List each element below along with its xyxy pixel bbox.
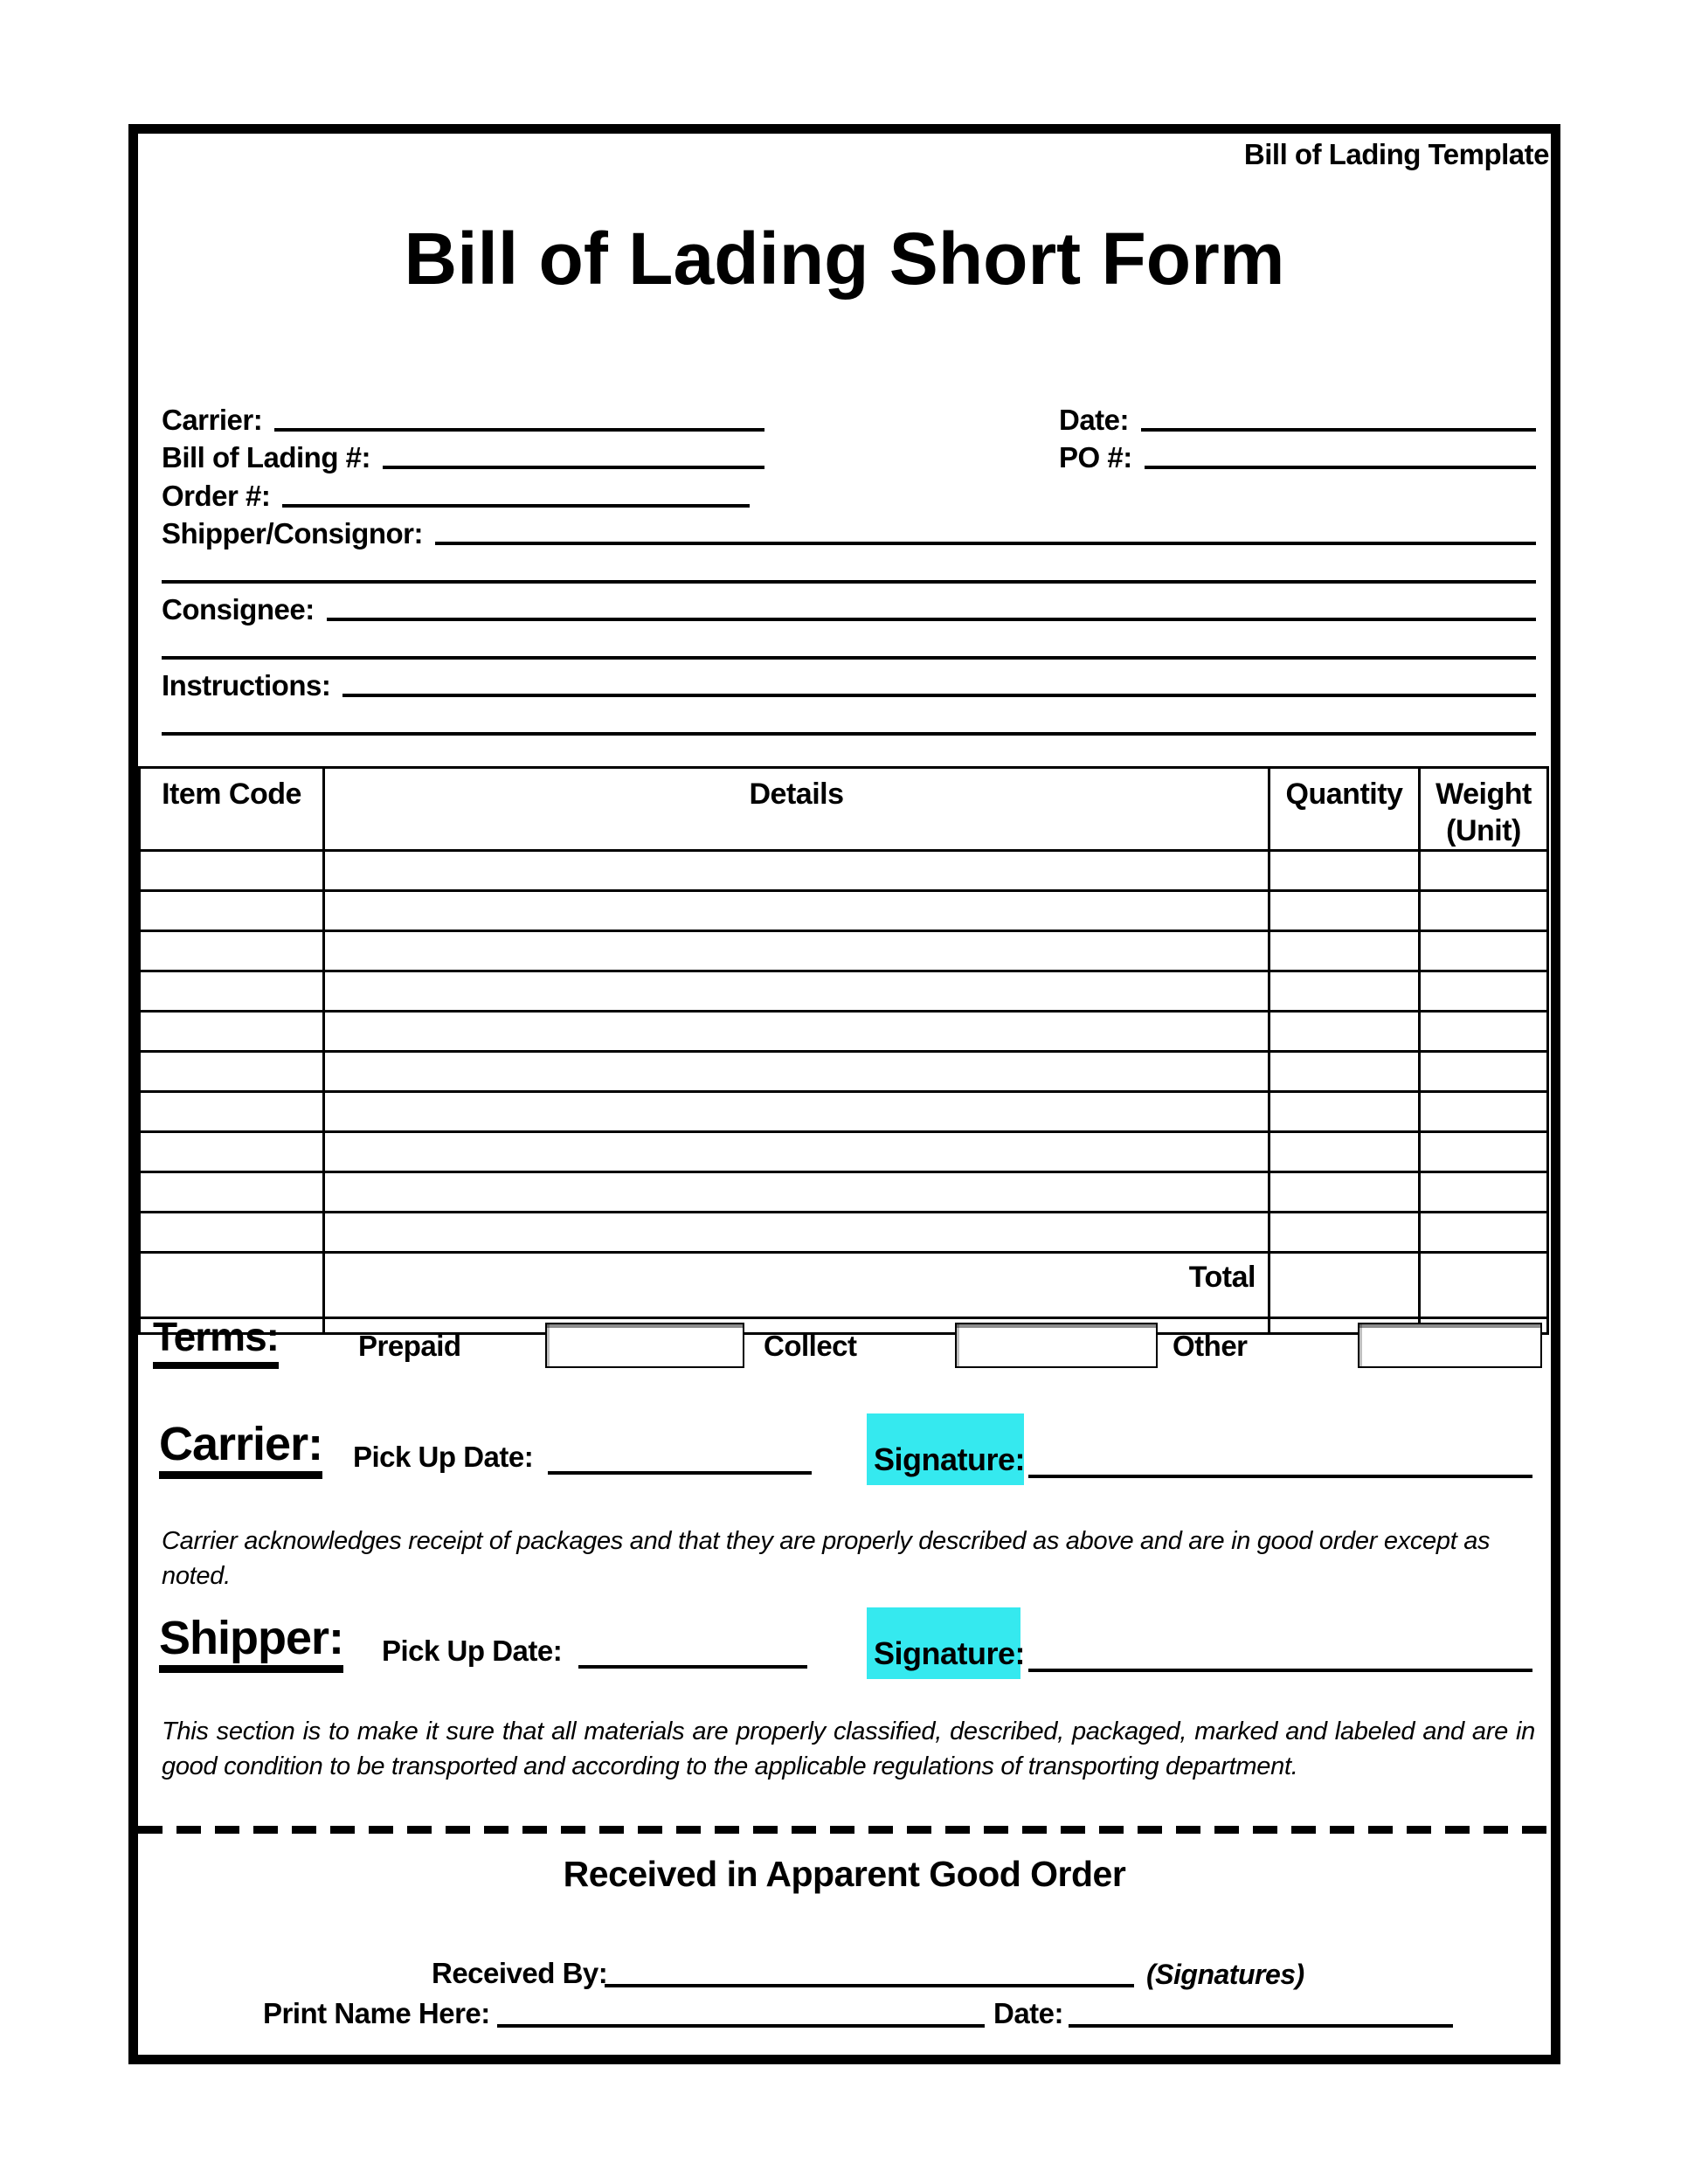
items-table bbox=[138, 766, 1549, 1335]
details-cell[interactable] bbox=[324, 971, 1269, 1012]
received-heading: Received in Apparent Good Order bbox=[563, 1854, 1126, 1894]
bol-fill-line[interactable] bbox=[383, 457, 764, 469]
template-tag: Bill of Lading Template bbox=[1243, 138, 1549, 170]
shipper-note: This section is to make it sure that all materials are properly classified, described, packaged, marked and labeled and are in good condition to be transported and according to the applicable regulations of transporting department. bbox=[162, 1717, 1535, 1780]
details-cell[interactable] bbox=[324, 1092, 1269, 1132]
item-code-cell[interactable] bbox=[140, 1213, 324, 1253]
quantity-cell[interactable] bbox=[1269, 1213, 1420, 1253]
consignee-fill-line[interactable] bbox=[327, 609, 1536, 621]
field-row-consignee-cont bbox=[162, 623, 1536, 661]
details-cell[interactable] bbox=[324, 1012, 1269, 1052]
total-row bbox=[140, 1253, 1548, 1318]
total-item-code-cell bbox=[140, 1253, 324, 1318]
consignee-fill-line-2[interactable] bbox=[162, 647, 1536, 660]
field-row-instructions-cont bbox=[162, 699, 1536, 737]
carrier-fill-line[interactable] bbox=[274, 419, 764, 432]
po-label: PO #: bbox=[1059, 441, 1132, 474]
table-row bbox=[140, 1132, 1548, 1172]
instructions-fill-line-2[interactable] bbox=[162, 723, 1536, 736]
item-code-cell[interactable] bbox=[140, 1012, 324, 1052]
received-date-fill-line[interactable] bbox=[1069, 2022, 1453, 2028]
quantity-cell[interactable] bbox=[1269, 1052, 1420, 1092]
prepaid-label: Prepaid bbox=[358, 1330, 461, 1362]
received-by-fill-line[interactable] bbox=[605, 1982, 1134, 1987]
total-quantity-cell[interactable] bbox=[1269, 1253, 1420, 1318]
item-code-cell[interactable] bbox=[140, 931, 324, 971]
table-row bbox=[140, 971, 1548, 1012]
carrier-pickup-date-label: Pick Up Date: bbox=[353, 1441, 534, 1473]
shipper-consignor-label: Shipper/Consignor: bbox=[162, 517, 423, 550]
page-title: Bill of Lading Short Form bbox=[404, 218, 1285, 300]
weight-cell[interactable] bbox=[1420, 851, 1548, 891]
col-header-item-code: Item Code bbox=[140, 768, 324, 851]
header-fields bbox=[162, 395, 1536, 737]
quantity-cell[interactable] bbox=[1269, 971, 1420, 1012]
collect-checkbox[interactable] bbox=[955, 1323, 1158, 1368]
table-row bbox=[140, 1092, 1548, 1132]
prepaid-checkbox[interactable] bbox=[545, 1323, 744, 1368]
field-row-shipper-consignor bbox=[162, 509, 1536, 548]
item-code-cell[interactable] bbox=[140, 1092, 324, 1132]
date-field bbox=[1059, 403, 1536, 436]
shipper-signature-section bbox=[159, 1606, 1536, 1689]
date-fill-line[interactable] bbox=[1141, 419, 1536, 432]
details-cell[interactable] bbox=[324, 851, 1269, 891]
item-code-cell[interactable] bbox=[140, 851, 324, 891]
total-weight-cell[interactable] bbox=[1420, 1253, 1548, 1318]
shipper-signature-label: Signature: bbox=[867, 1607, 1020, 1679]
weight-cell[interactable] bbox=[1420, 1052, 1548, 1092]
consignee-label: Consignee: bbox=[162, 593, 315, 626]
terms-section bbox=[138, 1316, 1551, 1386]
details-cell[interactable] bbox=[324, 931, 1269, 971]
weight-cell[interactable] bbox=[1420, 1213, 1548, 1253]
quantity-cell[interactable] bbox=[1269, 851, 1420, 891]
table-row bbox=[140, 1012, 1548, 1052]
collect-label: Collect bbox=[764, 1330, 857, 1362]
instructions-fill-line[interactable] bbox=[342, 685, 1536, 697]
weight-cell[interactable] bbox=[1420, 971, 1548, 1012]
print-name-label: Print Name Here: bbox=[263, 1997, 490, 2029]
other-label: Other bbox=[1173, 1330, 1248, 1362]
carrier-label: Carrier: bbox=[162, 403, 263, 436]
weight-cell[interactable] bbox=[1420, 931, 1548, 971]
carrier-section-heading: Carrier: bbox=[159, 1420, 322, 1479]
quantity-cell[interactable] bbox=[1269, 1132, 1420, 1172]
col-header-weight-line2: (Unit) bbox=[1446, 814, 1521, 847]
carrier-signature-label: Signature: bbox=[867, 1413, 1024, 1485]
details-cell[interactable] bbox=[324, 1132, 1269, 1172]
details-cell[interactable] bbox=[324, 1213, 1269, 1253]
po-field bbox=[1059, 440, 1536, 474]
table-row bbox=[140, 1213, 1548, 1253]
col-header-weight-line1: Weight bbox=[1435, 778, 1532, 811]
order-field bbox=[162, 479, 750, 512]
total-label: Total bbox=[324, 1253, 1269, 1318]
item-code-cell[interactable] bbox=[140, 1132, 324, 1172]
print-name-fill-line[interactable] bbox=[497, 2022, 985, 2028]
weight-cell[interactable] bbox=[1420, 1012, 1548, 1052]
date-label: Date: bbox=[1059, 403, 1130, 436]
field-row-shipper-consignor-cont bbox=[162, 547, 1536, 585]
item-code-cell[interactable] bbox=[140, 1172, 324, 1213]
received-date-label: Date: bbox=[993, 1997, 1064, 2029]
bol-label: Bill of Lading #: bbox=[162, 441, 370, 474]
shipper-pickup-date-label: Pick Up Date: bbox=[382, 1635, 563, 1667]
items-table-header-row bbox=[140, 768, 1548, 851]
weight-cell[interactable] bbox=[1420, 1172, 1548, 1213]
item-code-cell[interactable] bbox=[140, 971, 324, 1012]
field-row-carrier-date bbox=[162, 395, 1536, 436]
table-row bbox=[140, 1172, 1548, 1213]
table-row bbox=[140, 891, 1548, 931]
carrier-field bbox=[162, 403, 764, 436]
col-header-quantity: Quantity bbox=[1269, 768, 1420, 851]
quantity-cell[interactable] bbox=[1269, 1172, 1420, 1213]
quantity-cell[interactable] bbox=[1269, 931, 1420, 971]
order-label: Order #: bbox=[162, 479, 271, 512]
carrier-pickup-date-fill-line[interactable] bbox=[548, 1469, 812, 1475]
field-row-instructions bbox=[162, 661, 1536, 700]
field-row-order bbox=[162, 471, 1536, 512]
weight-cell[interactable] bbox=[1420, 1132, 1548, 1172]
shipper-section-heading: Shipper: bbox=[159, 1614, 343, 1673]
shipper-consignor-fill-line[interactable] bbox=[435, 533, 1536, 545]
shipper-consignor-fill-line-2[interactable] bbox=[162, 571, 1536, 584]
table-row bbox=[140, 931, 1548, 971]
col-header-details: Details bbox=[324, 768, 1269, 851]
signatures-note: (Signatures) bbox=[1146, 1959, 1304, 1990]
weight-cell[interactable] bbox=[1420, 891, 1548, 931]
terms-heading: Terms: bbox=[153, 1316, 279, 1369]
col-header-weight bbox=[1420, 768, 1548, 851]
carrier-signature-fill-line[interactable] bbox=[1028, 1473, 1532, 1478]
po-fill-line[interactable] bbox=[1145, 457, 1536, 469]
field-row-bol-po bbox=[162, 433, 1536, 472]
quantity-cell[interactable] bbox=[1269, 891, 1420, 931]
order-fill-line[interactable] bbox=[282, 495, 750, 508]
quantity-cell[interactable] bbox=[1269, 1092, 1420, 1132]
details-cell[interactable] bbox=[324, 891, 1269, 931]
details-cell[interactable] bbox=[324, 1172, 1269, 1213]
shipper-pickup-date-fill-line[interactable] bbox=[578, 1663, 807, 1669]
other-checkbox[interactable] bbox=[1358, 1323, 1542, 1368]
details-cell[interactable] bbox=[324, 1052, 1269, 1092]
bol-field bbox=[162, 440, 764, 474]
quantity-cell[interactable] bbox=[1269, 1012, 1420, 1052]
field-row-consignee bbox=[162, 585, 1536, 624]
weight-cell[interactable] bbox=[1420, 1092, 1548, 1132]
shipper-signature-fill-line[interactable] bbox=[1028, 1667, 1532, 1672]
received-by-label: Received By: bbox=[432, 1957, 608, 1989]
item-code-cell[interactable] bbox=[140, 891, 324, 931]
carrier-note: Carrier acknowledges receipt of packages and that they are properly described as above and are in good order except as noted. bbox=[162, 1527, 1491, 1590]
instructions-label: Instructions: bbox=[162, 669, 331, 702]
table-row bbox=[140, 851, 1548, 891]
carrier-signature-section bbox=[159, 1413, 1536, 1496]
tear-off-dashed-line bbox=[138, 1826, 1551, 1834]
table-row bbox=[140, 1052, 1548, 1092]
item-code-cell[interactable] bbox=[140, 1052, 324, 1092]
